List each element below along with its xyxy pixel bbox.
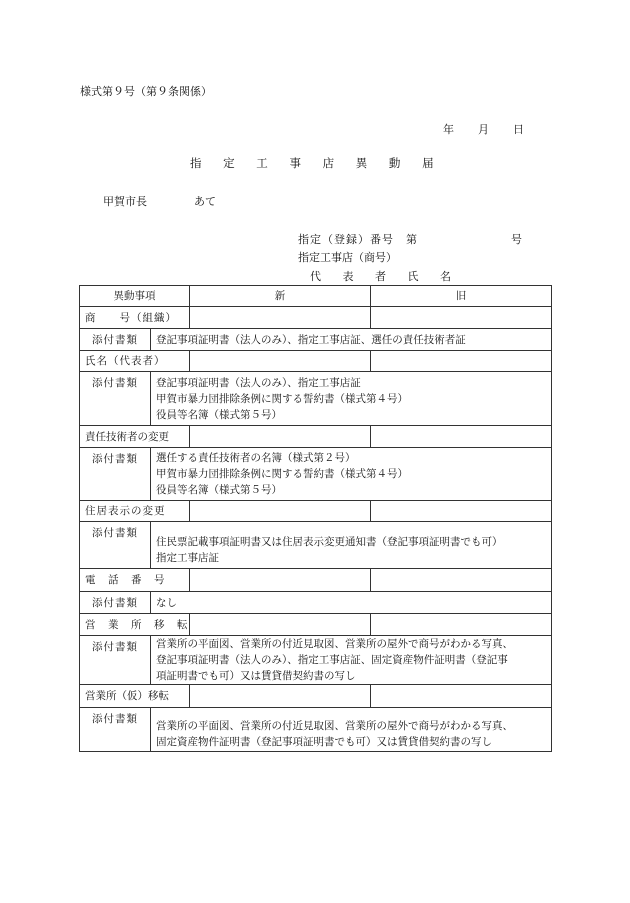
old-value-cell[interactable] xyxy=(371,614,552,636)
table-row xyxy=(80,592,552,614)
new-value-cell[interactable] xyxy=(190,351,371,372)
table-row xyxy=(80,351,552,372)
new-value-cell[interactable] xyxy=(190,501,371,522)
row-label-address: 住居表示の変更 xyxy=(80,501,190,522)
old-value-cell[interactable] xyxy=(371,685,552,708)
registration-number-suffix: 号 xyxy=(511,233,522,246)
new-value-cell[interactable] xyxy=(190,426,371,448)
attachment-line: 甲賀市暴力団排除条例に関する誓約書（様式第４号） xyxy=(156,392,408,405)
attachment-line: 役員等名簿（様式第５号） xyxy=(156,408,282,421)
attachment-line: 甲賀市暴力団排除条例に関する誓約書（様式第４号） xyxy=(156,468,408,480)
attachment-line: 登記事項証明書（法人のみ）、指定工事店証、固定資産物件証明書（登記事 xyxy=(156,654,508,666)
document-title: 指 定 工 事 店 異 動 届 xyxy=(190,156,443,170)
date-field xyxy=(443,121,533,135)
attachments-label: 添付書類 xyxy=(80,708,151,752)
table-row xyxy=(80,448,552,501)
attachment-line: 登記事項証明書（法人のみ）、指定工事店証、選任の責任技術者証 xyxy=(156,333,466,346)
table-row xyxy=(80,708,552,752)
col-header-old: 旧 xyxy=(371,286,552,307)
col-header-new: 新 xyxy=(190,286,371,307)
row-label-engineer: 責任技術者の変更 xyxy=(80,426,190,448)
representative-name-label: 代 表 者 氏 名 xyxy=(310,270,460,283)
new-value-cell[interactable] xyxy=(190,685,371,708)
shop-name-label: 指定工事店（商号） xyxy=(298,251,397,264)
attachments-list xyxy=(151,372,552,426)
attachments-list xyxy=(151,592,552,614)
old-value-cell[interactable] xyxy=(371,351,552,372)
attachments-label: 添付書類 xyxy=(80,592,151,614)
table-row xyxy=(80,426,552,448)
addressee-name: 甲賀市長 xyxy=(103,195,147,208)
table-row xyxy=(80,501,552,522)
form-number: 様式第９号（第９条関係） xyxy=(80,85,212,98)
change-notification-table xyxy=(79,285,552,752)
attachment-line: 営業所の平面図、営業所の付近見取図、営業所の屋外で商号がわかる写真、 xyxy=(156,638,513,650)
old-value-cell[interactable] xyxy=(371,569,552,592)
attachments-list xyxy=(151,329,552,351)
addressee-suffix: あて xyxy=(194,195,216,208)
table-row xyxy=(80,329,552,351)
attachments-list xyxy=(151,522,552,569)
row-label-office-move: 営 業 所 移 転 xyxy=(80,614,190,636)
attachment-line: 選任する責任技術者の名簿（様式第２号） xyxy=(156,452,356,464)
table-row xyxy=(80,614,552,636)
attachment-line: 住民票記載事項証明書又は住居表示変更通知書（登記事項証明書でも可） xyxy=(156,535,503,548)
col-header-item: 異動事項 xyxy=(80,286,190,307)
date-year-label: 年 xyxy=(443,123,454,136)
row-label-name: 氏名（代表者） xyxy=(80,351,190,372)
attachments-list xyxy=(151,708,552,752)
table-row xyxy=(80,685,552,708)
attachments-label: 添付書類 xyxy=(80,329,151,351)
registration-number-label: 指定（登録）番号 第 xyxy=(298,233,418,246)
row-label-trade-name: 商 号（組織） xyxy=(80,307,190,329)
new-value-cell[interactable] xyxy=(190,307,371,329)
attachments-list xyxy=(151,636,552,685)
attachment-line: 役員等名簿（様式第５号） xyxy=(156,484,282,496)
attachment-line: 登記事項証明書（法人のみ）、指定工事店証 xyxy=(156,376,361,389)
table-row xyxy=(80,636,552,685)
attachment-line: 固定資産物件証明書（登記事項証明書でも可）又は賃貸借契約書の写し xyxy=(156,735,492,748)
row-label-temp-office-move: 営業所（仮）移転 xyxy=(80,685,190,708)
attachments-label: 添付書類 xyxy=(80,448,151,501)
table-row xyxy=(80,372,552,426)
attachment-line: 営業所の平面図、営業所の付近見取図、営業所の屋外で商号がわかる写真、 xyxy=(156,719,513,732)
table-row xyxy=(80,569,552,592)
date-month-label: 月 xyxy=(478,123,489,136)
attachment-line: 指定工事店証 xyxy=(156,551,219,564)
attachments-label: 添付書類 xyxy=(80,636,151,685)
old-value-cell[interactable] xyxy=(371,501,552,522)
table-row xyxy=(80,522,552,569)
date-day-label: 日 xyxy=(513,123,524,136)
table-header-row xyxy=(80,286,552,307)
old-value-cell[interactable] xyxy=(371,307,552,329)
attachments-label: 添付書類 xyxy=(80,522,151,569)
new-value-cell[interactable] xyxy=(190,569,371,592)
attachments-list xyxy=(151,448,552,501)
attachment-line: 項証明書でも可）又は賃貸借契約書の写し xyxy=(156,670,356,682)
row-label-phone: 電 話 番 号 xyxy=(80,569,190,592)
new-value-cell[interactable] xyxy=(190,614,371,636)
attachments-label: 添付書類 xyxy=(80,372,151,426)
attachment-line: なし xyxy=(156,596,177,609)
old-value-cell[interactable] xyxy=(371,426,552,448)
table-row xyxy=(80,307,552,329)
